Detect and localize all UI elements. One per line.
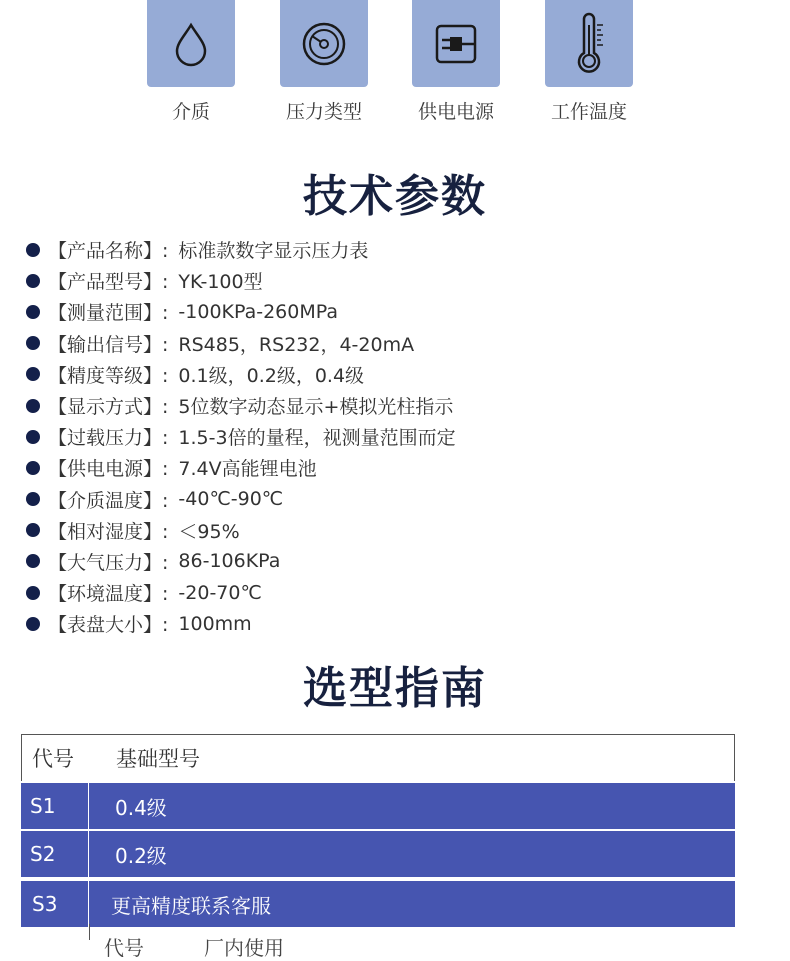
bullet-icon — [26, 492, 40, 506]
param-value: -20-70℃ — [178, 581, 262, 604]
param-key: 【大气压力】: — [48, 551, 169, 574]
param-value: ＜95% — [178, 520, 240, 543]
row-code: S3 — [21, 881, 89, 927]
row-code: S2 — [21, 831, 89, 877]
bullet-icon — [26, 243, 40, 257]
param-key: 【测量范围】: — [48, 302, 169, 325]
feature-label: 压力类型 — [285, 101, 362, 123]
bullet-icon — [26, 336, 40, 350]
header-desc: 基础型号 — [116, 747, 200, 771]
row-code: S1 — [21, 783, 89, 829]
param-item — [26, 234, 766, 265]
bullet-icon — [26, 617, 40, 631]
selection-guide-table — [21, 734, 735, 927]
param-value: -100KPa-260MPa — [178, 300, 338, 323]
param-value: RS485，RS232，4-20mA — [178, 333, 415, 356]
param-key: 【相对湿度】: — [48, 520, 169, 543]
feature-icons — [0, 0, 790, 130]
bullet-icon — [26, 399, 40, 413]
icon-box — [545, 0, 633, 87]
table-row — [21, 881, 735, 927]
thermometer-icon — [571, 13, 607, 75]
bullet-icon — [26, 367, 40, 381]
water-drop-icon — [171, 21, 211, 67]
param-key: 【产品型号】: — [48, 271, 169, 294]
param-item — [26, 359, 766, 390]
param-key: 【输出信号】: — [48, 333, 169, 356]
param-item — [26, 328, 766, 359]
table-row — [21, 831, 735, 877]
tech-params-list — [26, 234, 766, 639]
bullet-icon — [26, 586, 40, 600]
icon-box — [412, 0, 500, 87]
feature-pressure-type — [280, 0, 368, 124]
param-item — [26, 577, 766, 608]
table-header — [21, 734, 735, 781]
bullet-icon — [26, 461, 40, 475]
param-item — [26, 608, 766, 639]
param-key: 【供电电源】: — [48, 458, 169, 481]
param-item — [26, 515, 766, 546]
param-value: 1.5-3倍的量程，视测量范围而定 — [178, 427, 456, 450]
param-item — [26, 296, 766, 327]
row-desc: 更高精度联系客服 — [111, 893, 271, 918]
bullet-icon — [26, 430, 40, 444]
power-plug-icon — [432, 20, 480, 68]
bullet-icon — [26, 305, 40, 319]
table-row — [21, 783, 735, 829]
row-desc: 0.4级 — [115, 795, 167, 820]
param-key: 【显示方式】: — [48, 396, 169, 419]
param-key: 【介质温度】: — [48, 489, 169, 512]
param-key: 【产品名称】: — [48, 240, 169, 263]
feature-label: 供电电源 — [417, 101, 494, 123]
param-item — [26, 546, 766, 577]
param-value: -40℃-90℃ — [178, 488, 284, 511]
header-code: 代号 — [32, 747, 74, 771]
feature-medium — [147, 0, 235, 124]
row-desc: 0.2级 — [115, 843, 167, 868]
param-key: 【环境温度】: — [48, 583, 169, 606]
param-item — [26, 265, 766, 296]
param-item — [26, 390, 766, 421]
param-value: 7.4V高能锂电池 — [178, 458, 317, 481]
icon-box — [280, 0, 368, 87]
param-value: 0.1级，0.2级，0.4级 — [178, 364, 365, 387]
cut-text: 代号 厂内使用 — [104, 936, 284, 960]
param-value: YK-100型 — [178, 271, 263, 294]
param-value: 100mm — [178, 612, 252, 635]
tech-params-title: 技术参数 — [303, 171, 487, 222]
param-value: 标准款数字显示压力表 — [178, 240, 369, 263]
feature-power-supply — [412, 0, 500, 124]
param-value: 5位数字动态显示+模拟光柱指示 — [178, 396, 454, 419]
bullet-icon — [26, 274, 40, 288]
param-key: 【表盘大小】: — [48, 614, 169, 637]
bullet-icon — [26, 523, 40, 537]
param-key: 【精度等级】: — [48, 364, 169, 387]
selection-guide-title: 选型指南 — [303, 663, 487, 714]
param-key: 【过载压力】: — [48, 427, 169, 450]
table-cut-row — [89, 924, 736, 960]
param-value: 86-106KPa — [178, 550, 281, 573]
feature-label: 介质 — [171, 101, 210, 123]
feature-working-temperature — [545, 0, 633, 124]
bullet-icon — [26, 554, 40, 568]
pressure-gauge-icon — [300, 20, 348, 68]
param-item — [26, 452, 766, 483]
feature-label: 工作温度 — [550, 101, 627, 123]
param-item — [26, 484, 766, 515]
icon-box — [147, 0, 235, 87]
param-item — [26, 421, 766, 452]
